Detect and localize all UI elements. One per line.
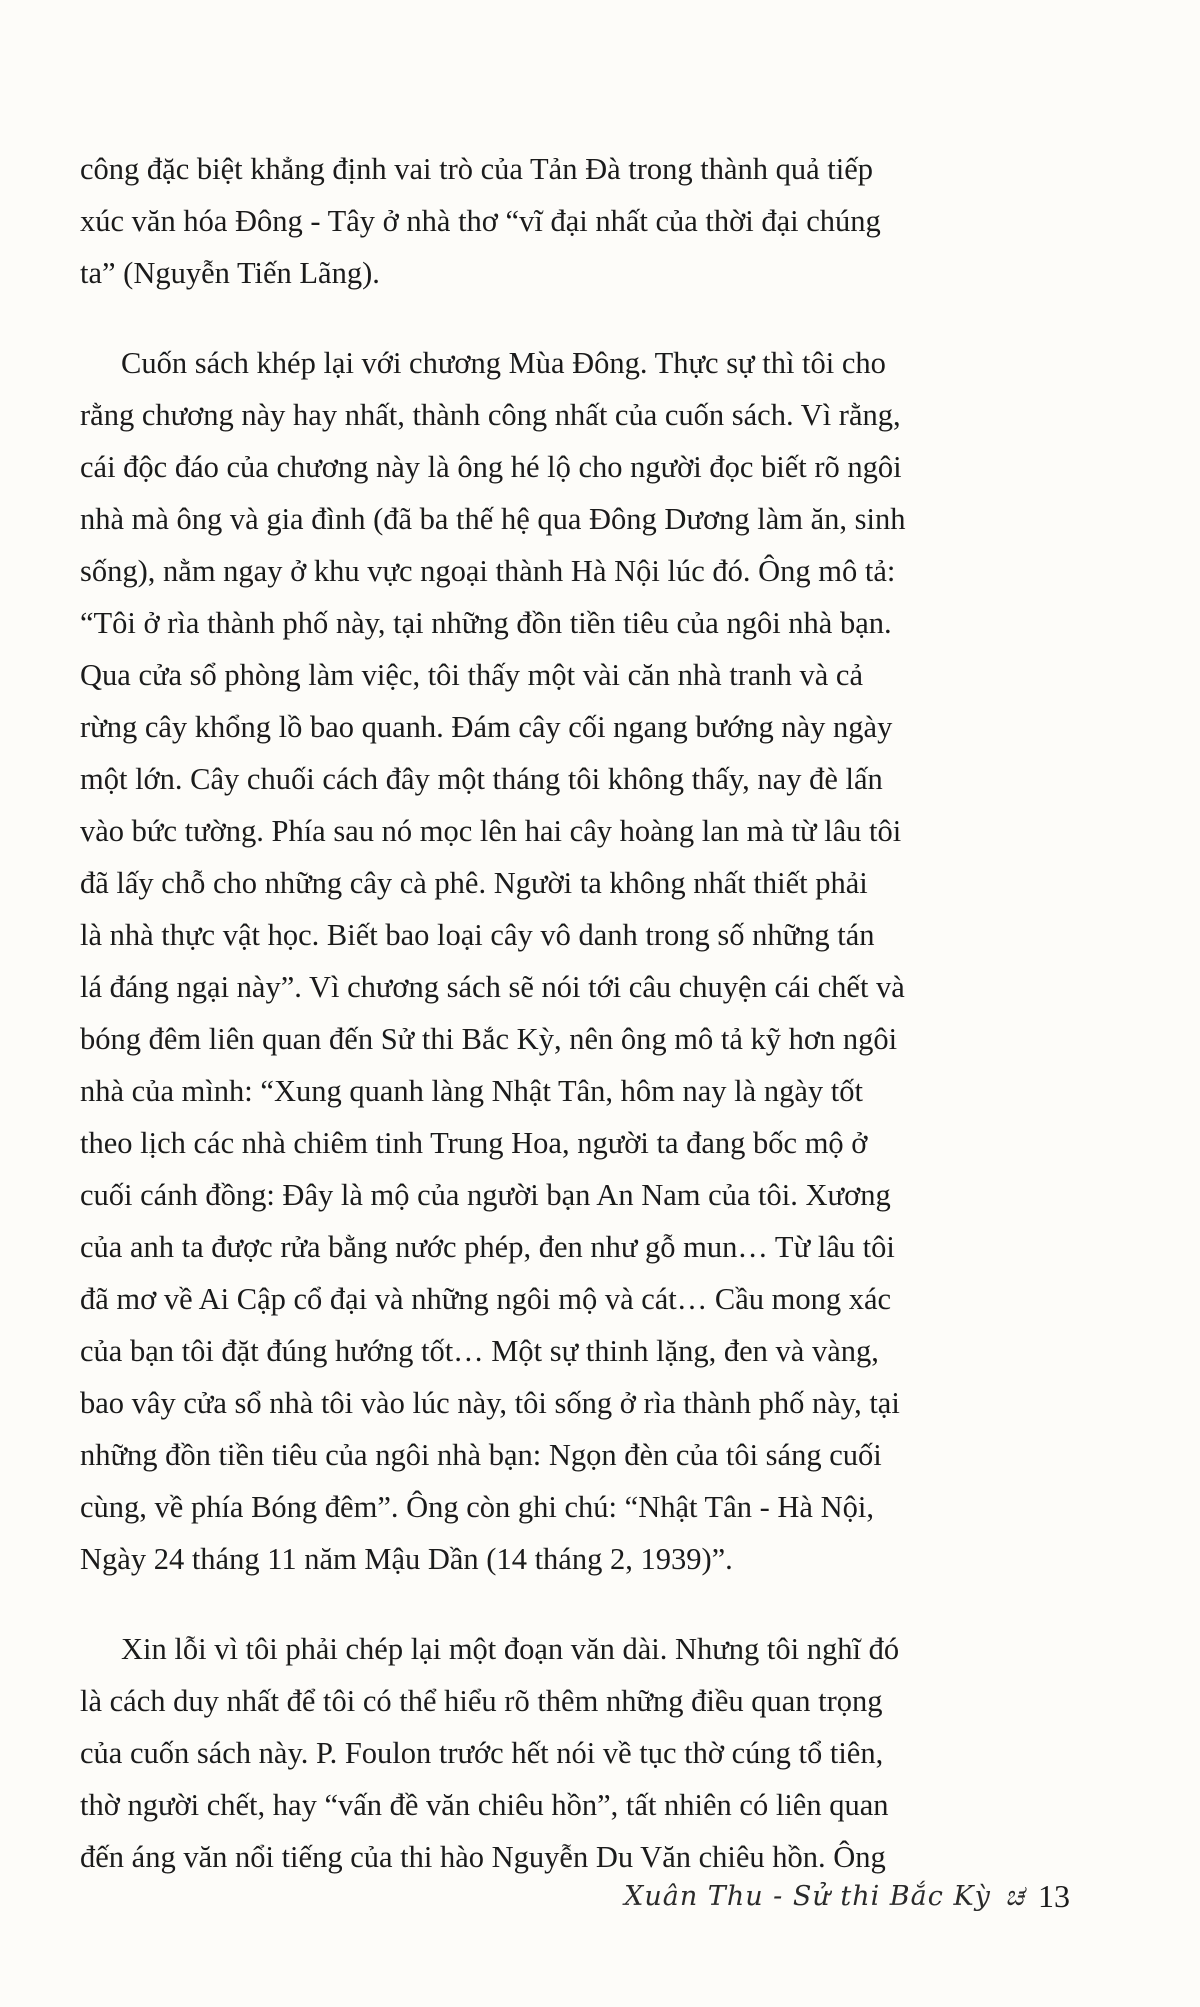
- text-line: lá đáng ngại này”. Vì chương sách sẽ nói tới câu chuyện cái chết và: [80, 970, 905, 1004]
- text-line: của cuốn sách này. P. Foulon trước hết nói về tục thờ cúng tổ tiên,: [80, 1736, 884, 1770]
- text-line: Xin lỗi vì tôi phải chép lại một đoạn văn dài. Nhưng tôi nghĩ đó: [121, 1632, 900, 1666]
- text-line: bao vây cửa sổ nhà tôi vào lúc này, tôi sống ở rìa thành phố này, tại: [80, 1386, 900, 1420]
- text-line: sống), nằm ngay ở khu vực ngoại thành Hà Nội lúc đó. Ông mô tả:: [80, 554, 896, 588]
- text-line: của bạn tôi đặt đúng hướng tốt… Một sự thinh lặng, đen và vàng,: [80, 1334, 879, 1368]
- text-line: rừng cây khổng lồ bao quanh. Đám cây cối ngang bướng này ngày: [80, 710, 893, 744]
- page-footer: [600, 1874, 1070, 1918]
- text-line: của anh ta được rửa bằng nước phép, đen như gỗ mun… Từ lâu tôi: [80, 1230, 895, 1264]
- text-line: là cách duy nhất để tôi có thể hiểu rõ thêm những điều quan trọng: [80, 1684, 883, 1718]
- text-line: thờ người chết, hay “vấn đề văn chiêu hồn”, tất nhiên có liên quan: [80, 1788, 889, 1822]
- text-line: rằng chương này hay nhất, thành công nhất của cuốn sách. Vì rằng,: [80, 398, 901, 432]
- page-number: 13: [1038, 1877, 1070, 1914]
- text-line: nhà của mình: “Xung quanh làng Nhật Tân, hôm nay là ngày tốt: [80, 1074, 863, 1108]
- text-line: ta” (Nguyễn Tiến Lãng).: [80, 256, 380, 290]
- text-line: đã lấy chỗ cho những cây cà phê. Người ta không nhất thiết phải: [80, 866, 868, 900]
- text-line: là nhà thực vật học. Biết bao loại cây vô danh trong số những tán: [80, 918, 875, 952]
- text-line: công đặc biệt khẳng định vai trò của Tản Đà trong thành quả tiếp: [80, 152, 874, 186]
- text-line: đến áng văn nổi tiếng của thi hào Nguyễn Du Văn chiêu hồn. Ông: [80, 1840, 886, 1874]
- text-line: Ngày 24 tháng 11 năm Mậu Dần (14 tháng 2, 1939)”.: [80, 1542, 733, 1576]
- text-line: bóng đêm liên quan đến Sử thi Bắc Kỳ, nên ông mô tả kỹ hơn ngôi: [80, 1022, 898, 1056]
- text-line: “Tôi ở rìa thành phố này, tại những đồn tiền tiêu của ngôi nhà bạn.: [80, 606, 892, 640]
- text-line: những đồn tiền tiêu của ngôi nhà bạn: Ngọn đèn của tôi sáng cuối: [80, 1438, 882, 1472]
- text-line: Qua cửa sổ phòng làm việc, tôi thấy một vài căn nhà tranh và cả: [80, 658, 864, 692]
- text-line: cuối cánh đồng: Đây là mộ của người bạn An Nam của tôi. Xương: [80, 1178, 891, 1212]
- text-line: đã mơ về Ai Cập cổ đại và những ngôi mộ và cát… Cầu mong xác: [80, 1282, 892, 1316]
- ornament-icon: ಚ: [1004, 1879, 1024, 1912]
- text-line: vào bức tường. Phía sau nó mọc lên hai cây hoàng lan mà từ lâu tôi: [80, 814, 902, 848]
- text-line: nhà mà ông và gia đình (đã ba thế hệ qua Đông Dương làm ăn, sinh: [80, 502, 906, 536]
- text-line: Cuốn sách khép lại với chương Mùa Đông. Thực sự thì tôi cho: [121, 346, 886, 380]
- text-line: theo lịch các nhà chiêm tinh Trung Hoa, người ta đang bốc mộ ở: [80, 1126, 868, 1160]
- running-head: Xuân Thu - Sử thi Bắc Kỳ: [624, 1880, 991, 1912]
- text-line: xúc văn hóa Đông - Tây ở nhà thơ “vĩ đại nhất của thời đại chúng: [80, 204, 881, 238]
- text-line: cái độc đáo của chương này là ông hé lộ cho người đọc biết rõ ngôi: [80, 450, 902, 484]
- text-line: một lớn. Cây chuối cách đây một tháng tôi không thấy, nay đè lấn: [80, 762, 883, 796]
- text-line: cùng, về phía Bóng đêm”. Ông còn ghi chú: “Nhật Tân - Hà Nội,: [80, 1490, 874, 1524]
